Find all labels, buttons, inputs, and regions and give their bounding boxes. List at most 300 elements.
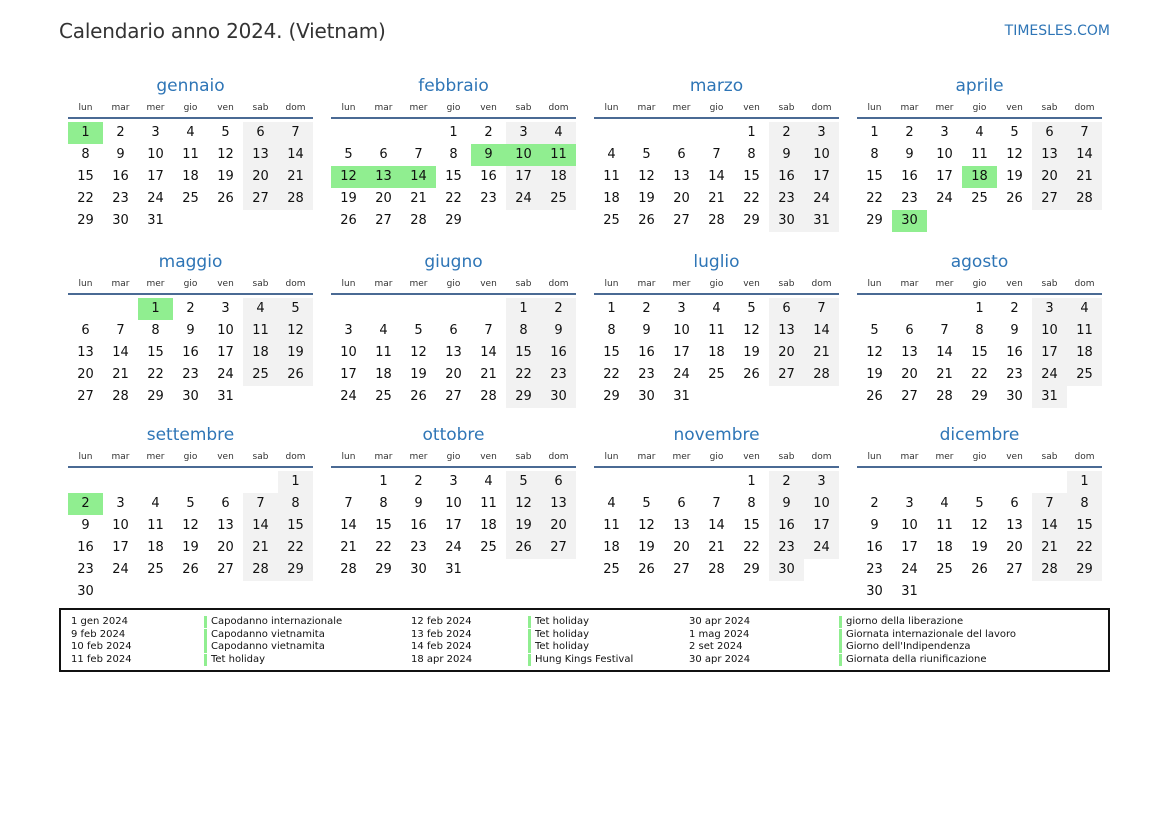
day-cell: 8: [1067, 493, 1102, 515]
day-cell: 1: [449, 125, 458, 140]
empty-cell: [699, 122, 734, 144]
empty-cell: [962, 471, 997, 493]
weekday-header: [331, 447, 576, 468]
day-cell: 8: [278, 493, 313, 515]
holiday-date: 18 apr 2024: [411, 653, 473, 665]
day-cell: 3: [116, 496, 125, 511]
month-gennaio: [68, 74, 313, 250]
month-maggio: [68, 250, 313, 423]
day-cell: 19: [278, 342, 313, 364]
day-cell: 3: [804, 122, 839, 144]
day-cell: 25: [936, 562, 953, 577]
day-cell: 29: [866, 213, 883, 228]
day-grid: [594, 298, 839, 408]
day-cell: 25: [182, 191, 199, 206]
day-cell: 21: [480, 367, 497, 382]
day-cell: 26: [278, 364, 313, 386]
month-aprile: [857, 74, 1102, 250]
weekday-header: [68, 447, 313, 468]
day-cell: 16: [866, 540, 883, 555]
weekday-label: mer: [146, 451, 165, 462]
day-cell: 29: [603, 389, 620, 404]
day-cell: 9: [905, 147, 914, 162]
day-cell: 12: [182, 518, 199, 533]
day-cell: 7: [1067, 122, 1102, 144]
month-febbraio: [331, 74, 576, 250]
holiday-day-cell: 14: [401, 166, 436, 188]
day-cell: 10: [147, 147, 164, 162]
day-cell: 25: [375, 389, 392, 404]
empty-cell: [857, 298, 892, 320]
day-cell: 18: [708, 345, 725, 360]
month-title: ottobre: [422, 425, 485, 445]
day-cell: 1: [379, 474, 388, 489]
day-cell: 24: [804, 188, 839, 210]
empty-cell: [436, 298, 471, 320]
month-title: maggio: [158, 252, 223, 272]
holiday-day-cell: 11: [541, 144, 576, 166]
weekday-label: mar: [637, 451, 656, 462]
day-cell: 23: [541, 364, 576, 386]
weekday-label: sab: [252, 451, 269, 462]
day-cell: 19: [638, 191, 655, 206]
weekday-header: [857, 98, 1102, 119]
day-cell: 31: [1032, 386, 1067, 408]
empty-cell: [927, 471, 962, 493]
weekday-label: gio: [183, 278, 198, 289]
weekday-label: gio: [446, 451, 461, 462]
day-cell: 21: [243, 537, 278, 559]
weekday-label: dom: [285, 102, 306, 113]
weekday-label: gio: [446, 278, 461, 289]
day-cell: 7: [484, 323, 493, 338]
day-cell: 20: [77, 367, 94, 382]
weekday-label: lun: [867, 278, 882, 289]
day-cell: 18: [480, 518, 497, 533]
weekday-label: mar: [900, 278, 919, 289]
weekday-label: dom: [285, 278, 306, 289]
day-cell: 9: [116, 147, 125, 162]
weekday-label: ven: [480, 278, 497, 289]
day-cell: 9: [870, 518, 879, 533]
weekday-label: mar: [374, 102, 393, 113]
day-cell: 5: [747, 301, 756, 316]
day-cell: 28: [936, 389, 953, 404]
day-cell: 25: [541, 188, 576, 210]
day-cell: 5: [221, 125, 230, 140]
day-cell: 25: [147, 562, 164, 577]
weekday-label: lun: [78, 451, 93, 462]
weekday-label: gio: [183, 451, 198, 462]
day-cell: 3: [1032, 298, 1067, 320]
day-cell: 22: [445, 191, 462, 206]
empty-cell: [401, 298, 436, 320]
day-cell: 24: [936, 191, 953, 206]
day-cell: 21: [410, 191, 427, 206]
weekday-label: mer: [409, 278, 428, 289]
day-cell: 23: [769, 188, 804, 210]
day-cell: 22: [147, 367, 164, 382]
day-cell: 28: [1067, 188, 1102, 210]
empty-cell: [331, 122, 366, 144]
empty-cell: [664, 471, 699, 493]
day-cell: 11: [147, 518, 164, 533]
day-cell: 2: [642, 301, 651, 316]
day-cell: 10: [901, 518, 918, 533]
empty-cell: [594, 122, 629, 144]
weekday-label: dom: [548, 102, 569, 113]
holiday-date: 10 feb 2024: [71, 641, 132, 652]
weekday-label: gio: [972, 102, 987, 113]
day-cell: 14: [1032, 515, 1067, 537]
day-cell: 21: [936, 367, 953, 382]
day-cell: 22: [603, 367, 620, 382]
day-cell: 15: [147, 345, 164, 360]
holiday-name: Capodanno vietnamita: [204, 641, 325, 653]
holiday-date: 12 feb 2024: [411, 616, 472, 627]
day-cell: 11: [971, 147, 988, 162]
day-cell: 10: [673, 323, 690, 338]
weekday-header: [857, 274, 1102, 295]
day-cell: 29: [506, 386, 541, 408]
day-cell: 20: [1032, 166, 1067, 188]
day-cell: 18: [147, 540, 164, 555]
month-title: settembre: [146, 425, 235, 445]
weekday-label: sab: [252, 102, 269, 113]
day-cell: 6: [81, 323, 90, 338]
day-cell: 16: [638, 345, 655, 360]
month-title: luglio: [693, 252, 740, 272]
weekday-header: [68, 274, 313, 295]
day-cell: 4: [607, 147, 616, 162]
day-cell: 20: [673, 191, 690, 206]
day-cell: 27: [1032, 188, 1067, 210]
day-cell: 12: [638, 169, 655, 184]
day-cell: 6: [541, 471, 576, 493]
day-cell: 20: [769, 342, 804, 364]
day-cell: 27: [243, 188, 278, 210]
day-cell: 22: [743, 540, 760, 555]
day-cell: 11: [375, 345, 392, 360]
day-cell: 5: [506, 471, 541, 493]
day-cell: 27: [445, 389, 462, 404]
day-cell: 19: [182, 540, 199, 555]
weekday-label: dom: [1074, 102, 1095, 113]
day-cell: 30: [77, 584, 94, 599]
day-cell: 3: [449, 474, 458, 489]
weekday-label: ven: [217, 278, 234, 289]
weekday-label: sab: [1041, 102, 1058, 113]
weekday-header: [331, 274, 576, 295]
day-cell: 11: [480, 496, 497, 511]
holiday-date: 14 feb 2024: [411, 641, 472, 652]
day-cell: 27: [673, 562, 690, 577]
day-cell: 22: [743, 191, 760, 206]
day-cell: 21: [708, 191, 725, 206]
day-cell: 8: [506, 320, 541, 342]
empty-cell: [366, 298, 401, 320]
day-cell: 26: [340, 213, 357, 228]
day-cell: 5: [642, 496, 651, 511]
day-cell: 7: [243, 493, 278, 515]
weekday-label: lun: [341, 451, 356, 462]
day-grid: [857, 298, 1102, 408]
weekday-label: ven: [1006, 451, 1023, 462]
day-cell: 21: [1067, 166, 1102, 188]
day-cell: 17: [506, 166, 541, 188]
weekday-label: sab: [1041, 451, 1058, 462]
day-cell: 29: [375, 562, 392, 577]
day-cell: 24: [1032, 364, 1067, 386]
day-cell: 31: [804, 210, 839, 232]
month-title: dicembre: [939, 425, 1020, 445]
day-cell: 14: [243, 515, 278, 537]
day-cell: 23: [866, 562, 883, 577]
day-cell: 30: [638, 389, 655, 404]
day-cell: 16: [769, 515, 804, 537]
day-cell: 6: [449, 323, 458, 338]
day-cell: 18: [375, 367, 392, 382]
empty-cell: [401, 122, 436, 144]
holiday-name: giorno della liberazione: [839, 616, 963, 628]
day-cell: 27: [217, 562, 234, 577]
weekday-label: mer: [146, 278, 165, 289]
weekday-label: lun: [341, 102, 356, 113]
day-cell: 25: [243, 364, 278, 386]
day-cell: 7: [804, 298, 839, 320]
month-title: agosto: [950, 252, 1009, 272]
day-cell: 24: [506, 188, 541, 210]
day-cell: 15: [506, 342, 541, 364]
day-cell: 14: [708, 518, 725, 533]
day-cell: 22: [506, 364, 541, 386]
month-novembre: [594, 423, 839, 599]
holiday-date: 9 feb 2024: [71, 628, 126, 640]
day-cell: 29: [147, 389, 164, 404]
day-cell: 24: [673, 367, 690, 382]
day-cell: 20: [375, 191, 392, 206]
day-cell: 26: [1006, 191, 1023, 206]
weekday-label: dom: [548, 451, 569, 462]
day-grid: [594, 122, 839, 232]
day-cell: 3: [344, 323, 353, 338]
day-cell: 16: [769, 166, 804, 188]
day-cell: 8: [379, 496, 388, 511]
weekday-label: gio: [709, 278, 724, 289]
day-cell: 7: [278, 122, 313, 144]
holiday-day-cell: 13: [366, 166, 401, 188]
day-cell: 11: [936, 518, 953, 533]
weekday-label: mer: [935, 278, 954, 289]
day-cell: 2: [769, 471, 804, 493]
day-cell: 5: [1010, 125, 1019, 140]
month-dicembre: [857, 423, 1102, 599]
weekday-label: gio: [972, 278, 987, 289]
day-cell: 9: [1010, 323, 1019, 338]
weekday-label: dom: [548, 278, 569, 289]
weekday-label: ven: [743, 278, 760, 289]
day-cell: 23: [112, 191, 129, 206]
day-cell: 28: [708, 213, 725, 228]
weekday-label: sab: [778, 451, 795, 462]
day-cell: 15: [866, 169, 883, 184]
day-cell: 30: [1006, 389, 1023, 404]
day-cell: 1: [278, 471, 313, 493]
day-cell: 12: [866, 345, 883, 360]
day-cell: 2: [905, 125, 914, 140]
day-cell: 22: [866, 191, 883, 206]
weekday-label: dom: [285, 451, 306, 462]
weekday-label: mer: [672, 451, 691, 462]
weekday-label: gio: [709, 451, 724, 462]
holiday-legend: [59, 608, 1110, 672]
day-cell: 3: [940, 125, 949, 140]
day-cell: 12: [971, 518, 988, 533]
day-cell: 29: [971, 389, 988, 404]
day-cell: 19: [410, 367, 427, 382]
day-cell: 7: [414, 147, 423, 162]
holiday-day-cell: 18: [962, 166, 997, 188]
site-link[interactable]: TIMESLES.COM: [1004, 23, 1110, 39]
day-cell: 13: [77, 345, 94, 360]
weekday-label: mer: [409, 451, 428, 462]
day-cell: 15: [278, 515, 313, 537]
day-cell: 3: [804, 471, 839, 493]
day-cell: 19: [743, 345, 760, 360]
day-cell: 5: [414, 323, 423, 338]
weekday-label: mar: [374, 278, 393, 289]
day-cell: 31: [901, 584, 918, 599]
day-cell: 23: [480, 191, 497, 206]
day-cell: 21: [340, 540, 357, 555]
month-ottobre: [331, 423, 576, 599]
day-cell: 19: [506, 515, 541, 537]
weekday-label: dom: [1074, 278, 1095, 289]
empty-cell: [173, 471, 208, 493]
day-cell: 26: [182, 562, 199, 577]
day-cell: 12: [278, 320, 313, 342]
day-cell: 12: [410, 345, 427, 360]
day-cell: 25: [480, 540, 497, 555]
day-cell: 13: [769, 320, 804, 342]
day-cell: 8: [870, 147, 879, 162]
page-title: Calendario anno 2024. (Vietnam): [59, 19, 386, 43]
empty-cell: [103, 471, 138, 493]
empty-cell: [629, 122, 664, 144]
day-cell: 29: [445, 213, 462, 228]
day-cell: 11: [1067, 320, 1102, 342]
day-cell: 18: [603, 191, 620, 206]
day-cell: 10: [804, 144, 839, 166]
day-cell: 30: [769, 210, 804, 232]
day-cell: 7: [712, 496, 721, 511]
day-cell: 5: [278, 298, 313, 320]
weekday-label: mar: [637, 278, 656, 289]
day-cell: 4: [151, 496, 160, 511]
weekday-label: gio: [972, 451, 987, 462]
day-cell: 26: [638, 213, 655, 228]
day-cell: 30: [410, 562, 427, 577]
month-title: gennaio: [156, 76, 225, 96]
day-cell: 3: [151, 125, 160, 140]
day-cell: 17: [673, 345, 690, 360]
weekday-label: lun: [867, 451, 882, 462]
day-cell: 3: [677, 301, 686, 316]
day-cell: 29: [1067, 559, 1102, 581]
day-cell: 6: [243, 122, 278, 144]
day-cell: 31: [673, 389, 690, 404]
holiday-day-cell: 1: [138, 298, 173, 320]
day-cell: 1: [747, 125, 756, 140]
day-cell: 2: [1010, 301, 1019, 316]
day-cell: 27: [1006, 562, 1023, 577]
day-cell: 27: [769, 364, 804, 386]
holiday-date: 11 feb 2024: [71, 653, 132, 665]
day-cell: 9: [414, 496, 423, 511]
empty-cell: [857, 471, 892, 493]
day-cell: 2: [541, 298, 576, 320]
month-title: febbraio: [418, 76, 489, 96]
day-cell: 2: [870, 496, 879, 511]
day-cell: 31: [147, 213, 164, 228]
day-cell: 19: [217, 169, 234, 184]
day-cell: 6: [1032, 122, 1067, 144]
holiday-name: Giornata della riunificazione: [839, 654, 987, 666]
empty-cell: [997, 471, 1032, 493]
day-cell: 26: [410, 389, 427, 404]
day-cell: 14: [112, 345, 129, 360]
day-grid: [331, 471, 576, 581]
day-cell: 28: [112, 389, 129, 404]
weekday-label: ven: [1006, 278, 1023, 289]
day-cell: 26: [743, 367, 760, 382]
weekday-label: ven: [217, 451, 234, 462]
day-cell: 15: [77, 169, 94, 184]
day-cell: 20: [243, 166, 278, 188]
day-cell: 24: [147, 191, 164, 206]
day-cell: 25: [708, 367, 725, 382]
weekday-label: sab: [778, 278, 795, 289]
empty-cell: [331, 298, 366, 320]
day-cell: 9: [769, 493, 804, 515]
weekday-label: mar: [900, 451, 919, 462]
weekday-label: mer: [409, 102, 428, 113]
day-cell: 2: [414, 474, 423, 489]
weekday-label: lun: [78, 278, 93, 289]
day-cell: 17: [936, 169, 953, 184]
day-cell: 14: [480, 345, 497, 360]
day-cell: 12: [1006, 147, 1023, 162]
day-cell: 11: [603, 518, 620, 533]
day-cell: 10: [217, 323, 234, 338]
day-cell: 9: [186, 323, 195, 338]
day-cell: 12: [506, 493, 541, 515]
empty-cell: [68, 298, 103, 320]
day-cell: 22: [1067, 537, 1102, 559]
holiday-day-cell: 1: [68, 122, 103, 144]
empty-cell: [138, 471, 173, 493]
day-grid: [594, 471, 839, 581]
day-cell: 9: [81, 518, 90, 533]
day-cell: 17: [217, 345, 234, 360]
day-cell: 21: [804, 342, 839, 364]
day-cell: 11: [243, 320, 278, 342]
day-cell: 4: [541, 122, 576, 144]
day-cell: 20: [1006, 540, 1023, 555]
day-cell: 23: [769, 537, 804, 559]
day-cell: 13: [541, 493, 576, 515]
day-cell: 14: [936, 345, 953, 360]
